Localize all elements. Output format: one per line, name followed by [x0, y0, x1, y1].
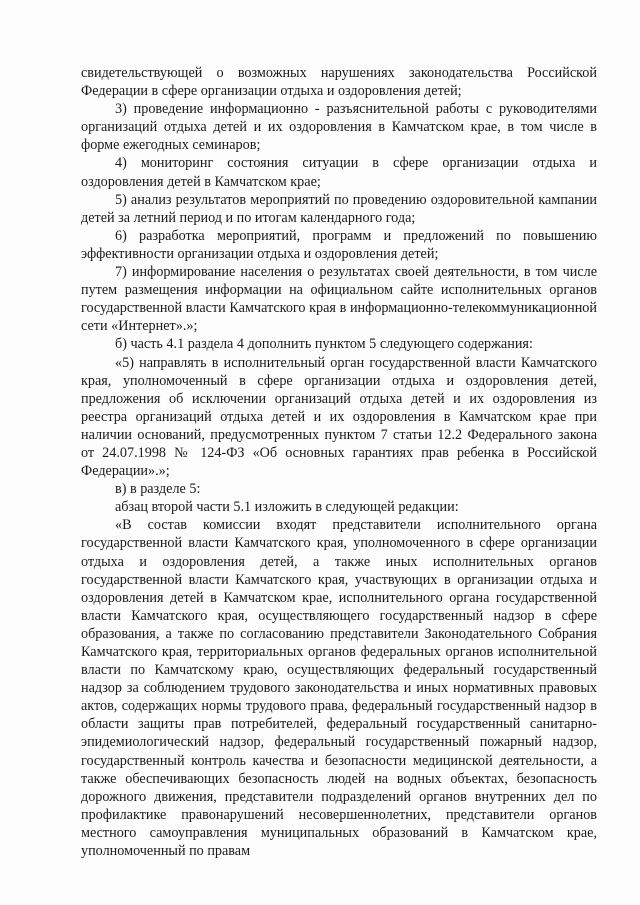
paragraph-amendment-v: в) в разделе 5: — [115, 481, 201, 498]
paragraph-amendment-b: б) часть 4.1 раздела 4 дополнить пунктом 5 следующего содержания: — [115, 336, 533, 353]
paragraph-item-3: 3) проведение информационно - разъяснительной работы с руководителями организаций отдыха детей и их оздоровления в Камчатском крае, в том числе в форме ежегодных семинаров; — [81, 101, 597, 154]
paragraph-item-7: 7) информирование населения о результатах своей деятельности, в том числе путем размещения информации на официальном сайте исполнительных органов государственной власти Камчатского края в информационно-телекоммуникационной сети «Интернет».»; — [81, 264, 597, 335]
paragraph-new-point-5: «5) направлять в исполнительный орган государственной власти Камчатского края, уполномоченный в сфере организации отдыха и оздоровления детей, предложения об исключении организаций отдыха детей и их оздоровления из реестра организаций отдыха детей и их оздоровления в Камчатском крае при наличии оснований, предусмотренных пунктом 7 статьи 12.2 Федерального закона от 24.07.1998 № 124-ФЗ «Об основных гарантиях прав ребенка в Российской Федерации».»; — [81, 354, 597, 480]
paragraph-item-6: 6) разработка мероприятий, программ и предложений по повышению эффективности организации отдыха и оздоровления детей; — [81, 227, 597, 262]
paragraph-instruction: абзац второй части 5.1 изложить в следующей редакции: — [115, 499, 459, 516]
paragraph-item-5: 5) анализ результатов мероприятий по проведению оздоровительной кампании детей за летний период и по итогам календарного года; — [81, 191, 597, 226]
paragraph-continuation: свидетельствующей о возможных нарушениях законодательства Российской Федерации в сфере организации отдыха и оздоровления детей; — [81, 65, 597, 100]
paragraph-item-4: 4) мониторинг состояния ситуации в сфере организации отдыха и оздоровления детей в Камчатском крае; — [81, 155, 597, 190]
document-body — [81, 64, 597, 860]
paragraph-commission-composition: «В состав комиссии входят представители исполнительного органа государственной власти Камчатского края, уполномоченного в сфере организации отдыха и оздоровления детей, а также иных исполнительных органов государственной власти Камчатского края, участвующих в организации отдыха и оздоровления детей в Камчатском крае, исполнительного органа государственной власти Камчатского края, осуществляющего государственный надзор в сфере образования, а также по согласованию представители Законодательного Собрания Камчатского края, территориальных органов федеральных органов исполнительной власти по Камчатскому краю, осуществляющих федеральный государственный надзор за соблюдением трудового законодательства и иных нормативных правовых актов, содержащих нормы трудового права, федеральный государственный надзор в области защиты прав потребителей, федеральный государственный санитарно-эпидемиологический надзор, федеральный государственный пожарный надзор, государственный контроль качества и безопасности медицинской деятельности, а также обеспечивающих безопасность людей на водных объектах, безопасность дорожного движения, представители подразделений органов внутренних дел по профилактике правонарушений несовершеннолетних, представители органов местного самоуправления муниципальных образований в Камчатском крае, уполномоченный по правам — [81, 517, 597, 860]
